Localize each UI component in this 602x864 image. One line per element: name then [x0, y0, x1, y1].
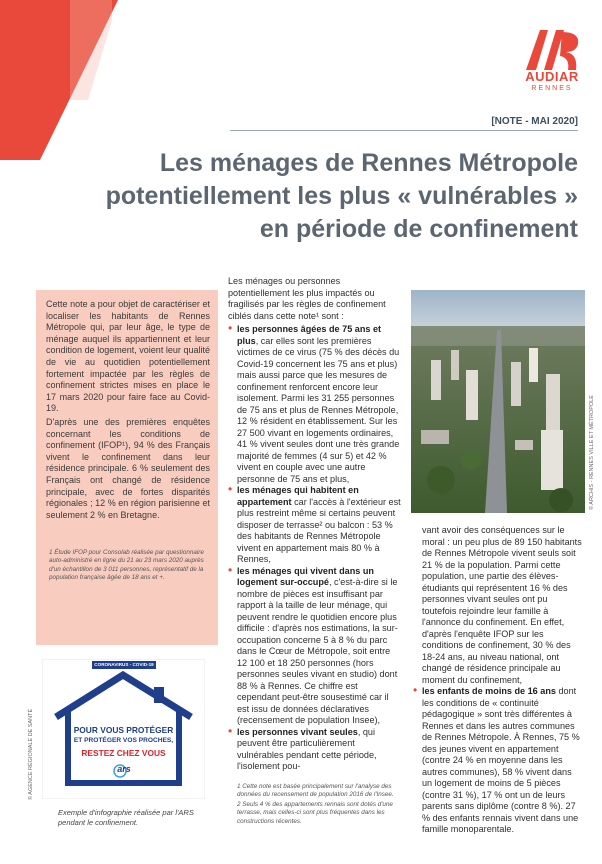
poster-line-1: POUR VOUS PROTÉGER	[73, 725, 174, 735]
poster-line-3: RESTEZ CHEZ VOUS	[81, 748, 166, 758]
col1-intro: Les ménages ou personnes potentiellement les plus impactés ou fragilisés par les règles de confinement ciblés dans cette note¹ sont :	[228, 276, 386, 321]
aerial-city-photo	[411, 290, 585, 513]
poster-credit: © AGENCE RÉGIONALE DE SANTÉ	[28, 708, 34, 800]
poster-line-2: ET PROTÉGER VOS PROCHES,	[73, 737, 174, 744]
poster-banner: CORONAVIRUS - COVID-19	[94, 662, 154, 667]
header-divider	[230, 130, 578, 131]
photo-credit: © ARCHIS - RENNES VILLE ET MÉTROPOLE	[589, 395, 595, 510]
intro-footnote: 1 Étude IFOP pour Consolab réalisée par questionnaire auto-administré en ligne du 21 au 23 mars 2020 auprès d'un échantillon de 3 011 personnes, représentatif de la population française âgée de 18 ans et +.	[49, 549, 204, 581]
page-title	[40, 147, 578, 246]
ars-poster	[42, 659, 205, 799]
footnote-2: 2 Seuls 4 % des appartements rennais sont dotés d'une terrasse, mais celles-ci sont plus fréquentes dans les constructions récentes.	[237, 801, 393, 825]
title-line-3: en période de confinement	[259, 215, 578, 243]
ars-logo: ars	[117, 764, 131, 774]
logo-city: RENNES	[531, 85, 573, 92]
footnote-1: 1 Cette note est basée principalement sur l'analyse des données du recensement de population 2016 de l'Insee.	[237, 782, 394, 798]
body-column-2	[413, 525, 583, 836]
body-column-1	[228, 276, 402, 826]
bullet-living-alone: • les personnes vivant seules, qui peuvent être particulièrement vulnérables pendant cette période, l'isolement pou-	[228, 727, 402, 773]
bullet-elderly: • les personnes âgées de 75 ans et plus, car elles sont les premières victimes de ce virus (75 % des décès du Covid-19 concernent les 75 ans et plus) mais aussi parce que les mesures de confinement renforcent encore leur isolement. Parmi les 31 255 personnes de 75 ans et plus de Rennes Métropole, 12 % résident en établissement. Sur les 27 500 vivant en logements ordinaires, 41 % vivent seules dont une très grande majorité de femmes (4 sur 5) et 42 % vivent en couple avec une autre personne de 75 ans et plus,	[228, 324, 402, 485]
intro-box	[36, 290, 218, 645]
poster-caption: Exemple d'infographie réalisée par l'ARS pendant le confinement.	[58, 808, 194, 827]
intro-paragraph-2: D'après une des premières enquêtes concernant les conditions de confinement (IFOP¹), 94 % des Français vivent le confinement dans leur résidence principale. 6 % seulement des Français ont changé de résidence principale, avec de fortes disparités régionales ; 12 % en région parisienne et seulement 2 % en Bretagne.	[46, 416, 210, 520]
bullet-children: • les enfants de moins de 16 ans dont les conditions de « continuité pédagogique » sont très différentes à Rennes et dans les autres communes de Rennes Métropole. À Rennes, 75 % des jeunes vivent en appartement (contre 24 % en moyenne dans les autres communes), 58 % vivent dans un logement de moins de 5 pièces (contre 31 %), 17 % ont un de leurs parents sans diplôme (contre 8 %). 27 % des enfants rennais vivent dans une famille monoparentale.	[413, 686, 583, 836]
col3-paragraph: vant avoir des conséquences sur le moral : un peu plus de 89 150 habitants de Rennes Métropole vivent seuls soit 21 % de la population. Parmi cette population, une partie des élèves-étudiants qui représentent 16 % des personnes vivant seules ont pu toutefois rejoindre leur famille à l'annonce du confinement. En effet, d'après l'enquête IFOP sur les conditions de confinement, 30 % des 18-24 ans, au niveau national, ont changé de résidence principale au moment du confinement,	[422, 525, 582, 685]
title-line-2: potentiellement les plus « vulnérables »	[105, 182, 578, 210]
note-date: [NOTE - MAI 2020]	[491, 116, 578, 127]
audiar-logo	[516, 26, 588, 96]
audiar-logo-mark	[522, 26, 582, 70]
title-line-1: Les ménages de Rennes Métropole	[159, 149, 578, 177]
intro-paragraph-1: Cette note a pour objet de caractériser et localiser les habitants de Rennes Métropole qui, par leur âge, le type de ménage auquel ils appartiennent et leur condition de logement, voient leur qualité de vie au quotidien potentiellement fortement impactée par les règles de confinement strictes mises en place le 17 mars 2020 pour faire face au Covid-19.	[46, 299, 210, 414]
logo-name: AUDIAR	[525, 69, 579, 84]
bullet-apartment: • les ménages qui habitent en appartement car l'accès à l'extérieur est plus restreint même si certains peuvent disposer de terrasse² ou balcon : 53 % des habitants de Rennes Métropole vivent en appartement mais 80 % à Rennes,	[228, 485, 402, 566]
bullet-overcrowded: • les ménages qui vivent dans un logement sur-occupé, c'est-à-dire si le nombre de pièces est insuffisant par rapport à la taille de leur ménage, qui peuvent rendre le quotidien encore plus difficile : d'après nos estimations, la sur-occupation concerne 5 à 8 % du parc dans le Cœur de Métropole, soit entre 12 100 et 18 250 personnes (hors personnes seules vivant en studio) dont 88 % à Rennes. Ce chiffre est cependant peut-être sousestimé car il est issu de données déclaratives (recensement de population Insee),	[228, 566, 402, 727]
corner-logo-shape	[0, 0, 150, 160]
